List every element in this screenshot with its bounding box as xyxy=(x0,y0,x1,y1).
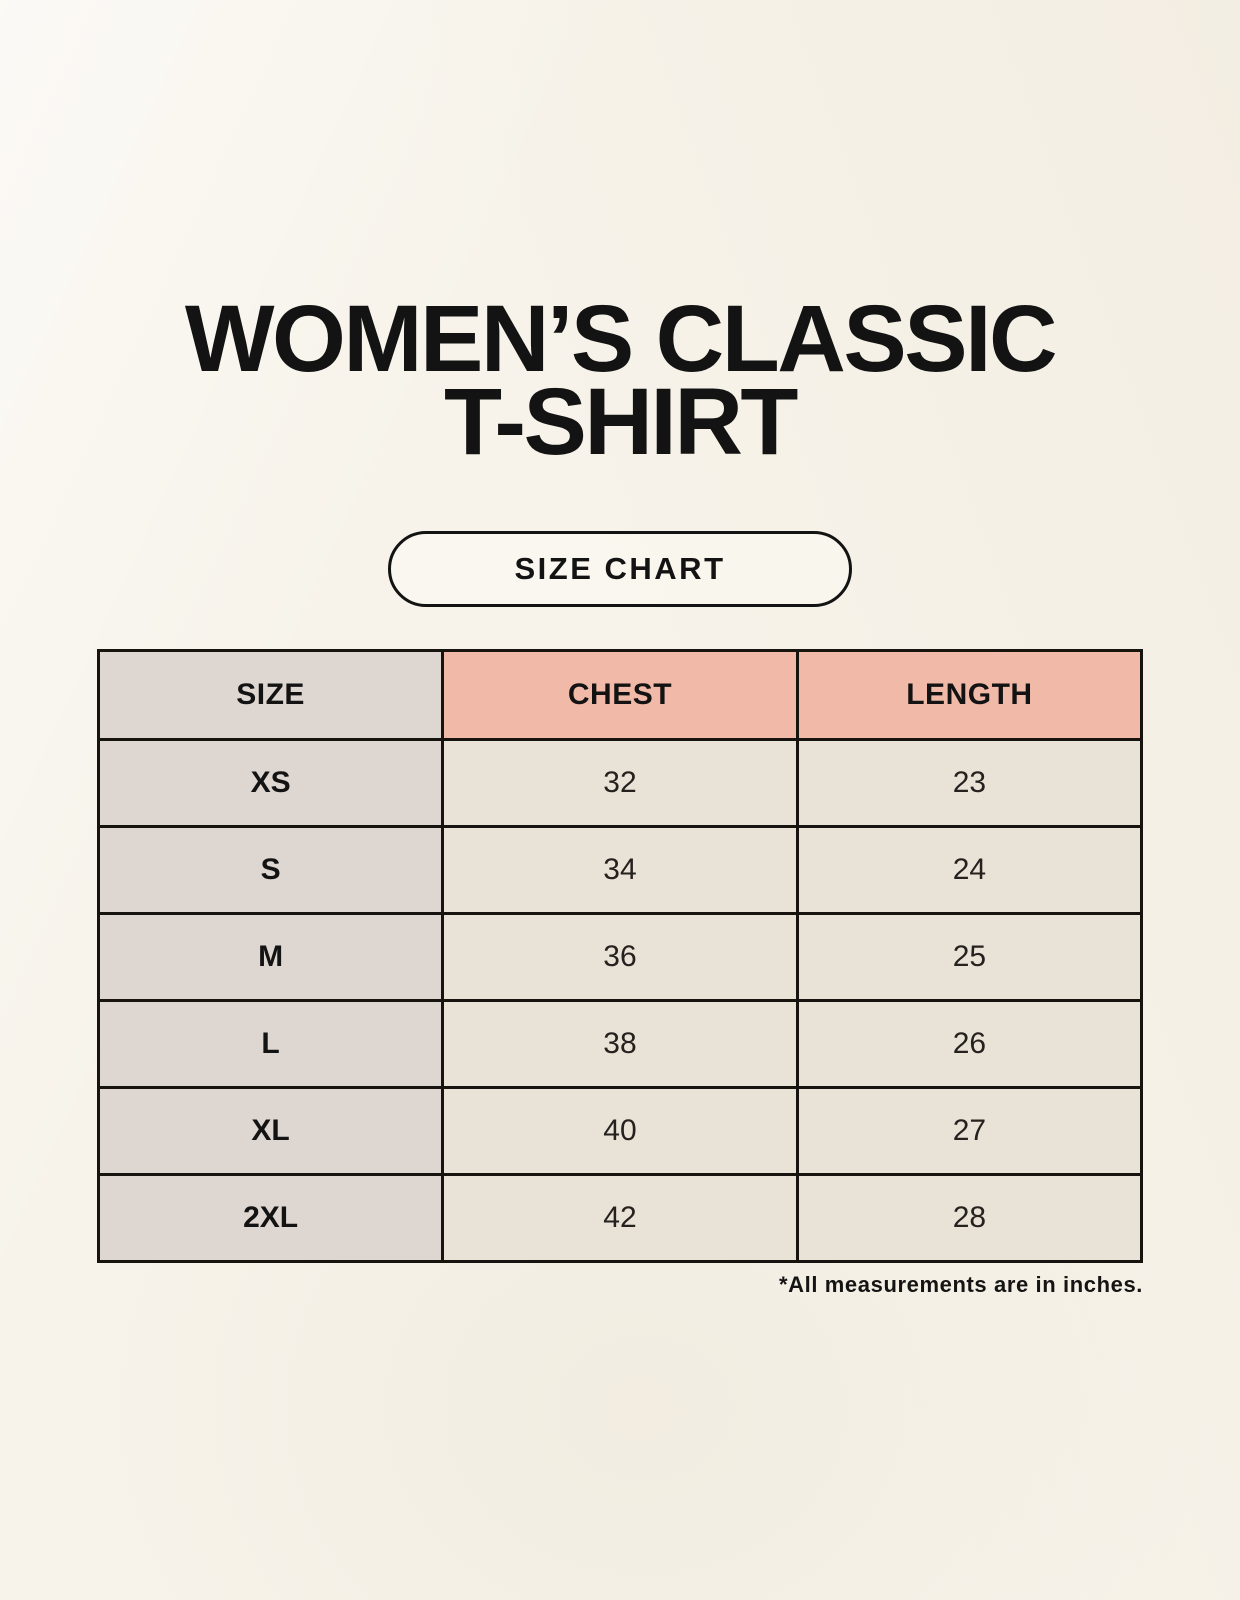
chest-value: 38 xyxy=(443,1001,798,1088)
size-label: L xyxy=(99,1001,443,1088)
column-header-chest: CHEST xyxy=(443,651,798,740)
chest-value: 34 xyxy=(443,827,798,914)
length-value: 28 xyxy=(797,1175,1141,1262)
size-label: XL xyxy=(99,1088,443,1175)
table-row xyxy=(99,1175,1142,1262)
measurements-footnote: *All measurements are in inches. xyxy=(778,1272,1143,1298)
size-chart-button-label: SIZE CHART xyxy=(514,551,726,587)
page-title xyxy=(0,0,1240,475)
table-row xyxy=(99,740,1142,827)
length-value: 27 xyxy=(797,1088,1141,1175)
length-value: 24 xyxy=(797,827,1141,914)
size-label: M xyxy=(99,914,443,1001)
size-label: 2XL xyxy=(99,1175,443,1262)
size-chart-button[interactable] xyxy=(388,531,852,607)
page-title-line-1: WOMEN’S CLASSIC xyxy=(184,286,1056,392)
table-row xyxy=(99,827,1142,914)
size-label: XS xyxy=(99,740,443,827)
column-header-length: LENGTH xyxy=(797,651,1141,740)
table-row xyxy=(99,1001,1142,1088)
chest-value: 32 xyxy=(443,740,798,827)
chest-value: 40 xyxy=(443,1088,798,1175)
table-row xyxy=(99,1088,1142,1175)
column-header-size: SIZE xyxy=(99,651,443,740)
table-header-row xyxy=(99,651,1142,740)
chest-value: 36 xyxy=(443,914,798,1001)
table-row xyxy=(99,914,1142,1001)
length-value: 26 xyxy=(797,1001,1141,1088)
size-label: S xyxy=(99,827,443,914)
length-value: 25 xyxy=(797,914,1141,1001)
length-value: 23 xyxy=(797,740,1141,827)
size-chart-table xyxy=(97,649,1143,1263)
chest-value: 42 xyxy=(443,1175,798,1262)
page-title-line-2: T-SHIRT xyxy=(444,368,796,475)
